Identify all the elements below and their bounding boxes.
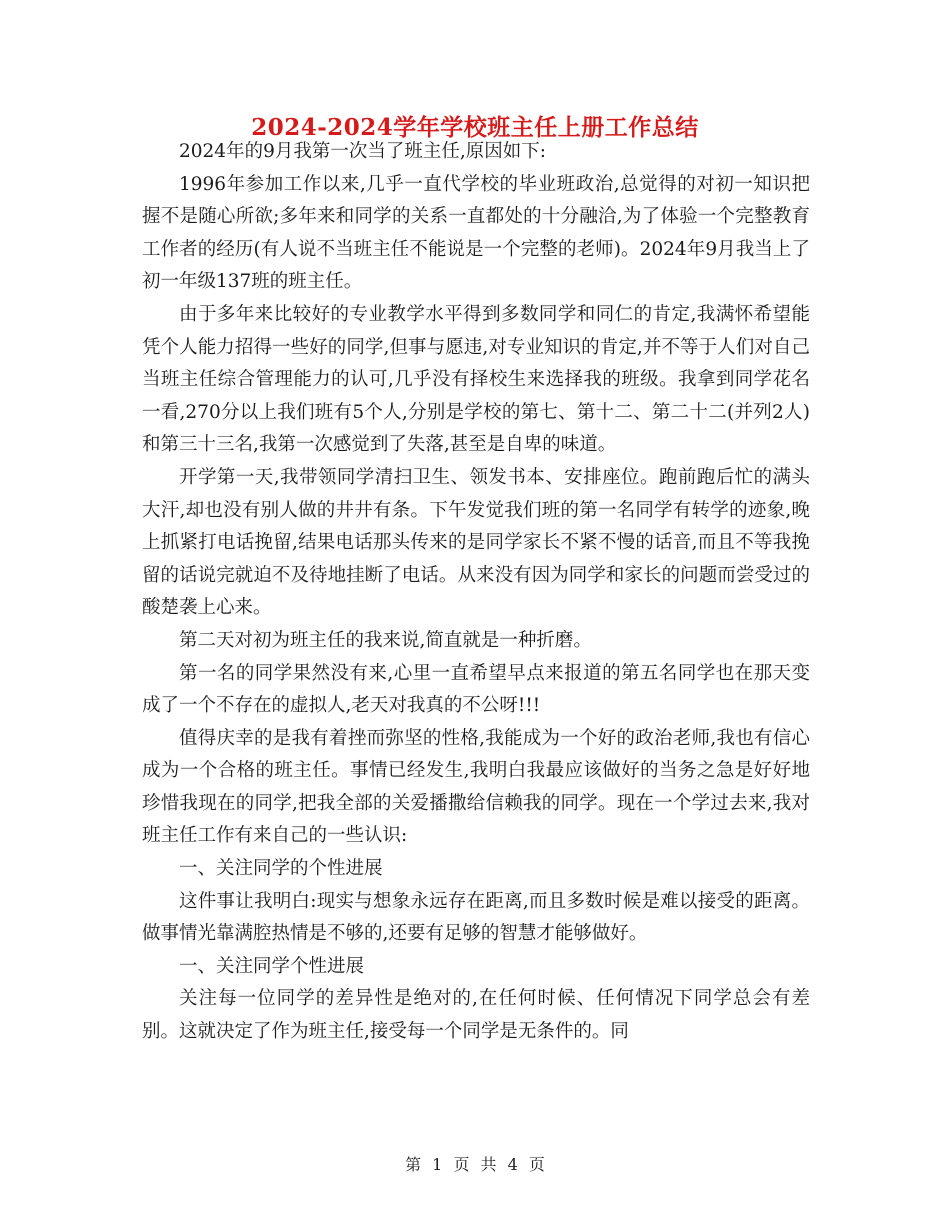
paragraph: 开学第一天,我带领同学清扫卫生、领发书本、安排座位。跑前跑后忙的满头大汗,却也没有别人做的井井有条。下午发觉我们班的第一名同学有转学的迹象,晚上抓紧打电话挽留,结果电话那头传来的是同学家长不紧不慢的话音,而且不等我挽留的话说完就迫不及待地挂断了电话。从来没有因为同学和家长的问题而尝受过的酸楚袭上心来。	[142, 466, 810, 619]
paragraph: 关注每一位同学的差异性是绝对的,在任何时候、任何情况下同学总会有差别。这就决定了作为班主任,接受每一个同学是无条件的。同	[142, 988, 810, 1043]
paragraph: 这件事让我明白:现实与想象永远存在距离,而且多数时候是难以接受的距离。做事情光靠满腔热情是不够的,还要有足够的智慧才能够做好。	[142, 890, 810, 945]
paragraph: 第二天对初为班主任的我来说,简直就是一种折磨。	[179, 629, 592, 651]
document-body	[142, 136, 810, 1049]
section-heading: 一、关注同学的个性进展	[179, 858, 383, 880]
paragraph: 1996年参加工作以来,几乎一直代学校的毕业班政治,总觉得的对初一知识把握不是随心所欲;多年来和同学的关系一直都处的十分融洽,为了体验一个完整教育工作者的经历(有人说不当班主任不能说是一个完整的老师)。2024年9月我当上了初一年级137班的班主任。	[142, 173, 810, 293]
paragraph: 由于多年来比较好的专业教学水平得到多数同学和同仁的肯定,我满怀希望能凭个人能力招得一些好的同学,但事与愿违,对专业知识的肯定,并不等于人们对自己当班主任综合管理能力的认可,几乎没有择校生来选择我的班级。我拿到同学花名一看,270分以上我们班有5个人,分别是学校的第七、第十二、第二十二(并列2人)和第三十三名,我第一次感觉到了失落,甚至是自卑的味道。	[142, 303, 810, 456]
paragraph: 第一名的同学果然没有来,心里一直希望早点来报道的第五名同学也在那天变成了一个不存在的虚拟人,老天对我真的不公呀!!!	[142, 662, 810, 717]
page-footer: 第 1 页 共 4 页	[405, 1155, 545, 1174]
paragraph: 2024年的9月我第一次当了班主任,原因如下:	[179, 141, 546, 162]
document-title: 2024-2024学年学校班主任上册工作总结	[251, 114, 699, 141]
section-heading: 一、关注同学个性进展	[179, 955, 365, 977]
paragraph: 值得庆幸的是我有着挫而弥坚的性格,我能成为一个好的政治老师,我也有信心成为一个合格的班主任。事情已经发生,我明白我最应该做好的当务之急是好好地珍惜我现在的同学,把我全部的关爱播撒给信赖我的同学。现在一个学过去来,我对班主任工作有来自己的一些认识:	[142, 727, 810, 847]
